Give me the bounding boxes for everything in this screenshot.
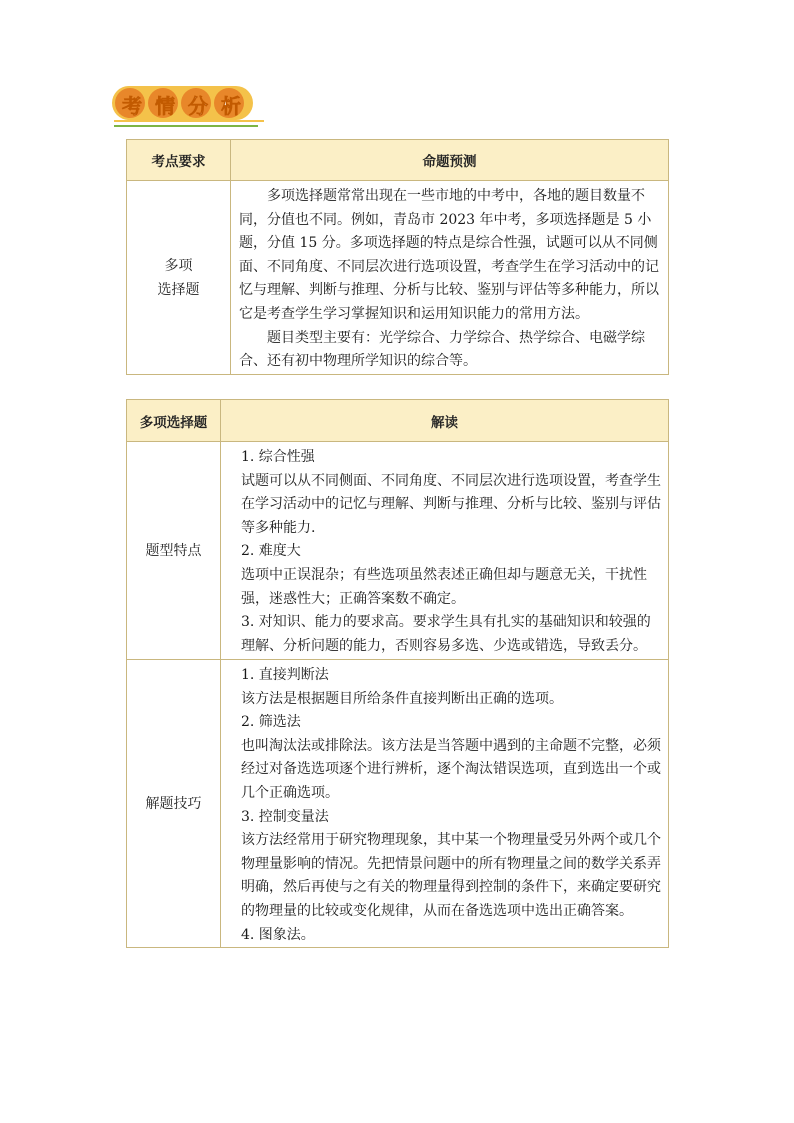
features-item-3: 3. 对知识、能力的要求高。要求学生具有扎实的基础知识和较强的理解、分析问题的能力，否则容易多选、少选或错选，导致丢分。 (241, 614, 651, 654)
features-para-1: 试题可以从不同侧面、不同角度、不同层次进行选项设置，考查学生在学习活动中的记忆与理解、判断与推理、分析与比较、鉴别与评估等多种能力. (241, 472, 661, 536)
row-label-techniques: 解题技巧 (127, 660, 221, 948)
interpretation-table (126, 399, 669, 948)
features-item-2: 2. 难度大 (241, 543, 301, 560)
row-label-line-2: 选择题 (157, 281, 200, 298)
table-row-features (127, 442, 669, 660)
techniques-item-1: 1. 直接判断法 (241, 667, 329, 683)
features-para-2: 选项中正误混杂；有些选项虽然表述正确但却与题意无关，干扰性强，迷惑性大；正确答案数不确定。 (241, 566, 647, 607)
features-content (221, 442, 669, 660)
row-label (127, 181, 231, 375)
banner-title (116, 88, 247, 120)
techniques-item-4: 4. 图象法。 (241, 926, 315, 943)
banner-char-2: 情 (155, 93, 175, 118)
features-item-1: 1. 综合性强 (241, 449, 315, 465)
techniques-item-2: 2. 筛选法 (241, 714, 301, 731)
banner-char-4: 析 (221, 93, 241, 118)
section-banner (110, 84, 255, 132)
prediction-content (231, 181, 669, 375)
banner-char-3: 分 (188, 93, 208, 118)
row-label-line-1: 多项 (164, 257, 193, 274)
prediction-paragraph-2: 题目类型主要有：光学综合、力学综合、热学综合、电磁学综合、还有初中物理所学知识的综合等。 (239, 329, 645, 370)
row-label-features: 题型特点 (127, 442, 221, 660)
banner-underline-green (114, 125, 258, 127)
header-requirement: 考点要求 (127, 140, 231, 181)
banner-char-1: 考 (122, 93, 142, 118)
header-interpretation: 解读 (221, 400, 669, 442)
table-row-techniques (127, 660, 669, 948)
header-multiple-choice: 多项选择题 (127, 400, 221, 442)
table-header-row (127, 140, 669, 181)
exam-analysis-table (126, 139, 669, 375)
techniques-content (221, 660, 669, 948)
banner-underline (114, 120, 264, 130)
banner-underline-yellow (114, 120, 264, 122)
prediction-paragraph-1: 多项选择题常常出现在一些市地的中考中，各地的题目数量不同，分值也不同。例如，青岛市 2023 年中考，多项选择题是 5 小题，分值 15 分。多项选择题的特点是综合性强，试题可以从不同侧面、不同角度、不同层次进行选项设置，考查学生在学习活动中的记忆与理解、判断与推理、分析与比较、鉴别与评估等多种能力，所以它是考查学生学习掌握知识和运用知识能力的常用方法。 (239, 188, 659, 322)
techniques-item-3: 3. 控制变量法 (241, 808, 329, 825)
techniques-para-1: 该方法是根据题目所给条件直接判断出正确的选项。 (241, 690, 563, 707)
table-row (127, 181, 669, 375)
header-prediction: 命题预测 (231, 140, 669, 181)
techniques-para-3: 该方法经常用于研究物理现象，其中某一个物理量受另外两个或几个物理量影响的情况。先把情景问题中的所有物理量之间的数学关系弄明确，然后再使与之有关的物理量得到控制的条件下，来确定要研究的物理量的比较或变化规律，从而在备选选项中选出正确答案。 (241, 832, 661, 919)
techniques-para-2: 也叫淘汰法或排除法。该方法是当答题中遇到的主命题不完整，必须经过对备选选项逐个进行辨析，逐个淘汰错误选项，直到选出一个或几个正确选项。 (241, 737, 661, 801)
table-header-row (127, 400, 669, 442)
